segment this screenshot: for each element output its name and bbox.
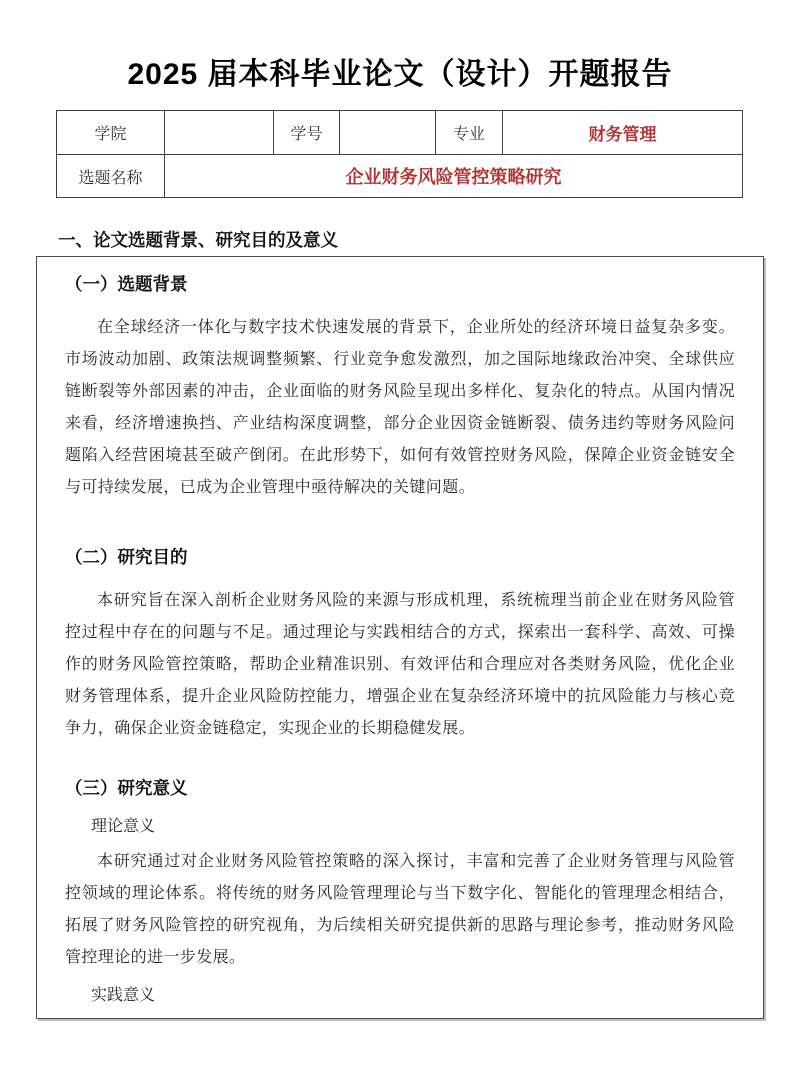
subsection-title-purpose: （二）研究目的 [65, 547, 188, 567]
college-label: 学院 [57, 111, 165, 155]
topic-label: 选题名称 [57, 155, 165, 198]
major-label: 专业 [436, 111, 503, 155]
info-table-row-1 [57, 111, 743, 155]
theoretical-significance-subtitle: 理论意义 [91, 818, 156, 835]
page-title: 2025 届本科毕业论文（设计）开题报告 [127, 58, 673, 91]
topic-value: 企业财务风险管控策略研究 [165, 155, 743, 198]
student-id-value [340, 111, 436, 155]
content-box [36, 256, 764, 1019]
info-table [56, 110, 743, 198]
theoretical-significance-paragraph: 本研究通过对企业财务风险管控策略的深入探讨，丰富和完善了企业财务管理与风险管控领域的理论体系。将传统的财务风险管理理论与当下数字化、智能化的管理理念相结合，拓展了财务风险管控的研究视角，为后续相关研究提供新的思路与理论参考，推动财务风险管控理论的进一步发展。 [65, 853, 735, 966]
practical-significance-subtitle: 实践意义 [91, 987, 156, 1004]
college-value [165, 111, 274, 155]
major-value: 财务管理 [503, 111, 743, 155]
info-table-row-2 [57, 155, 743, 198]
background-paragraph: 在全球经济一体化与数字技术快速发展的背景下，企业所处的经济环境日益复杂多变。市场波动加剧、政策法规调整频繁、行业竞争愈发激烈，加之国际地缘政治冲突、全球供应链断裂等外部因素的冲击，企业面临的财务风险呈现出多样化、复杂化的特点。从国内情况来看，经济增速换挡、产业结构深度调整，部分企业因资金链断裂、债务违约等财务风险问题陷入经营困境甚至破产倒闭。在此形势下，如何有效管控财务风险，保障企业资金链安全与可持续发展，已成为企业管理中亟待解决的关键问题。 [65, 319, 735, 496]
student-id-label: 学号 [274, 111, 340, 155]
subsection-title-background: （一）选题背景 [65, 274, 188, 294]
purpose-paragraph: 本研究旨在深入剖析企业财务风险的来源与形成机理，系统梳理当前企业在财务风险管控过程中存在的问题与不足。通过理论与实践相结合的方式，探索出一套科学、高效、可操作的财务风险管控策略，帮助企业精准识别、有效评估和合理应对各类财务风险，优化企业财务管理体系，提升企业风险防控能力，增强企业在复杂经济环境中的抗风险能力与核心竞争力，确保企业资金链稳定，实现企业的长期稳健发展。 [65, 592, 735, 737]
subsection-title-significance: （三）研究意义 [65, 778, 188, 798]
section-heading: 一、论文选题背景、研究目的及意义 [58, 230, 338, 250]
